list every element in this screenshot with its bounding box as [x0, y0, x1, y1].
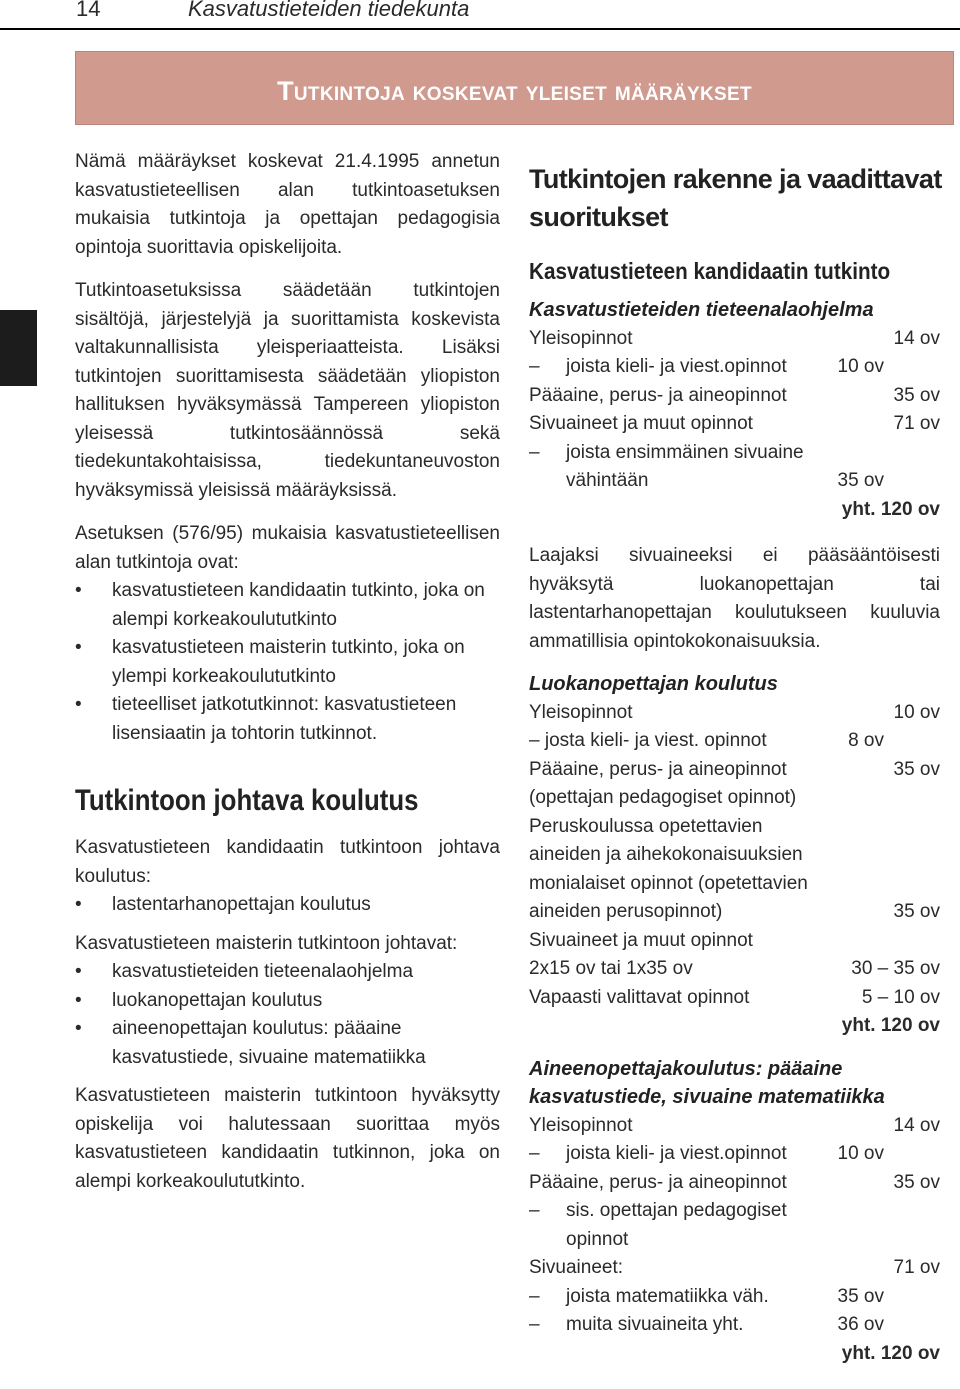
bachelor-training-list [75, 891, 500, 920]
table-row: – josta kieli- ja viest. opinnot 8 ov [529, 730, 884, 751]
running-title: Kasvatustieteiden tiedekunta [188, 0, 470, 21]
intro-paragraph: Nämä määräykset koskevat 21.4.1995 annetun kasvatustieteellisen alan tutkintoasetuksen mukaisia tutkintoja ja opettajan pedagogisia opintoja suorittavia opiskelijoita. [75, 151, 500, 258]
structure-heading: Tutkintojen rakenne ja vaadittavat suoritukset [529, 164, 942, 232]
table-row: monialaiset opinnot (opetettavien [529, 872, 808, 894]
regulations-paragraph: Tutkintoasetuksissa säädetään tutkintojen sisältöjä, järjestelyjä ja suorittamista koskevista valtakunnallisista yleisperiaatteista. Lisäksi tutkintojen suorittamisesta säädetään yliopiston hallituksen hyväksymässä Tampereen yliopiston yleisessä tutkintosäännössä sekä tiedekuntakohtaisissa, tiedekuntaneuvoston hyväksymissä yleisissä määräyksissä. [75, 280, 500, 501]
closing-paragraph: Kasvatustieteen maisterin tutkintoon hyväksytty opiskelija voi halutessaan suorittaa myös kasvatustieteen kandidaatin tutkinnon, joka on alempi korkeakoulututkinto. [75, 1085, 500, 1192]
page-header [0, 0, 960, 28]
degree-subheading: Kasvatustieteen kandidaatin tutkinto [529, 258, 891, 284]
table-row: Sivuaineet ja muut opinnot 71 ov [529, 413, 940, 434]
table-row: Yleisopinnot 14 ov [529, 1114, 940, 1136]
table-row: Sivuaineet: 71 ov [529, 1257, 940, 1278]
program-title: Kasvatustieteiden tieteenalaohjelma [529, 299, 874, 321]
table-row: Vapaasti valittavat opinnot 5 – 10 ov [529, 986, 940, 1008]
table-row: (opettajan pedagogiset opinnot) [529, 787, 797, 808]
total-row: yht. 120 ov [841, 1342, 940, 1364]
list-item: • kasvatustieteiden tieteenalaohjelma [75, 961, 414, 982]
table-row: Yleisopinnot 10 ov [529, 701, 940, 723]
table-row: Sivuaineet ja muut opinnot [529, 929, 753, 951]
section-heading: Tutkintoon johtava koulutus [75, 784, 419, 817]
table-row: 2x15 ov tai 1x35 ov 30 – 35 ov [529, 958, 940, 979]
table-row: aineiden perusopinnot) 35 ov [529, 901, 940, 922]
table-row: – sis. opettajan pedagogiset [529, 1200, 787, 1221]
program-title-line2: kasvatustiede, sivuaine matematiikka [529, 1086, 885, 1108]
banner-title: Tutkintoja koskevat yleiset määräykset [277, 76, 752, 106]
right-column [529, 160, 940, 1368]
list-item: • aineenopettajan koulutus: pääaine kasvatustiede, sivuaine matematiikka [75, 1018, 426, 1068]
list-item: • lastentarhanopettajan koulutus [75, 894, 371, 915]
table-row: Pääaine, perus- ja aineopinnot 35 ov [529, 1171, 940, 1193]
thumb-index-tab [0, 310, 37, 386]
page-number: 14 [76, 0, 101, 21]
total-row: yht. 120 ov [841, 498, 940, 520]
list-item: • kasvatustieteen kandidaatin tutkinto, joka on alempi korkeakoulututkinto [75, 580, 485, 630]
left-column [75, 148, 500, 1196]
table-row: vähintään 35 ov [566, 470, 884, 491]
table-row: – joista ensimmäinen sivuaine [529, 441, 804, 463]
table-row: Yleisopinnot 14 ov [529, 327, 940, 349]
list-item: • kasvatustieteen maisterin tutkinto, joka on ylempi korkeakoulututkinto [75, 637, 465, 687]
table-row: Pääaine, perus- ja aineopinnot 35 ov [529, 758, 940, 780]
degree-list [75, 577, 500, 748]
table-row: – muita sivuaineita yht. 36 ov [529, 1314, 884, 1335]
header-rule [0, 28, 960, 30]
section-banner [75, 51, 954, 125]
bachelor-training-paragraph: Kasvatustieteen kandidaatin tutkintoon johtava koulutus: [75, 837, 500, 887]
master-training-paragraph: Kasvatustieteen maisterin tutkintoon johtavat: [75, 932, 458, 954]
table-row: aineiden ja aihekokonaisuuksien [529, 844, 803, 865]
program-title: Luokanopettajan koulutus [529, 673, 778, 695]
degrees-intro: Asetuksen (576/95) mukaisia kasvatustieteellisen alan tutkintoja ovat: [75, 523, 500, 573]
list-item: • tieteelliset jatkotutkinnot: kasvatustieteen lisensiaatin ja tohtorin tutkinnot. [75, 694, 457, 744]
total-row: yht. 120 ov [841, 1015, 940, 1036]
list-item: • luokanopettajan koulutus [75, 989, 323, 1011]
master-training-list [75, 958, 500, 1072]
table-row: Pääaine, perus- ja aineopinnot 35 ov [529, 384, 940, 406]
minor-note: Laajaksi sivuaineeksi ei pääsääntöisesti hyväksytä luokanopettajan tai lastentarhanopettajan koulutukseen kuuluvia ammatillisia opintokokonaisuuksia. [529, 545, 940, 652]
program-title: Aineenopettajakoulutus: pääaine [529, 1057, 843, 1080]
table-row: – joista kieli- ja viest.opinnot 10 ov [529, 1143, 884, 1164]
table-row: Peruskoulussa opetettavien [529, 815, 763, 837]
table-row: – joista kieli- ja viest.opinnot 10 ov [529, 356, 884, 377]
table-row: opinnot [566, 1228, 629, 1250]
table-row: – joista matematiikka väh. 35 ov [529, 1285, 884, 1307]
